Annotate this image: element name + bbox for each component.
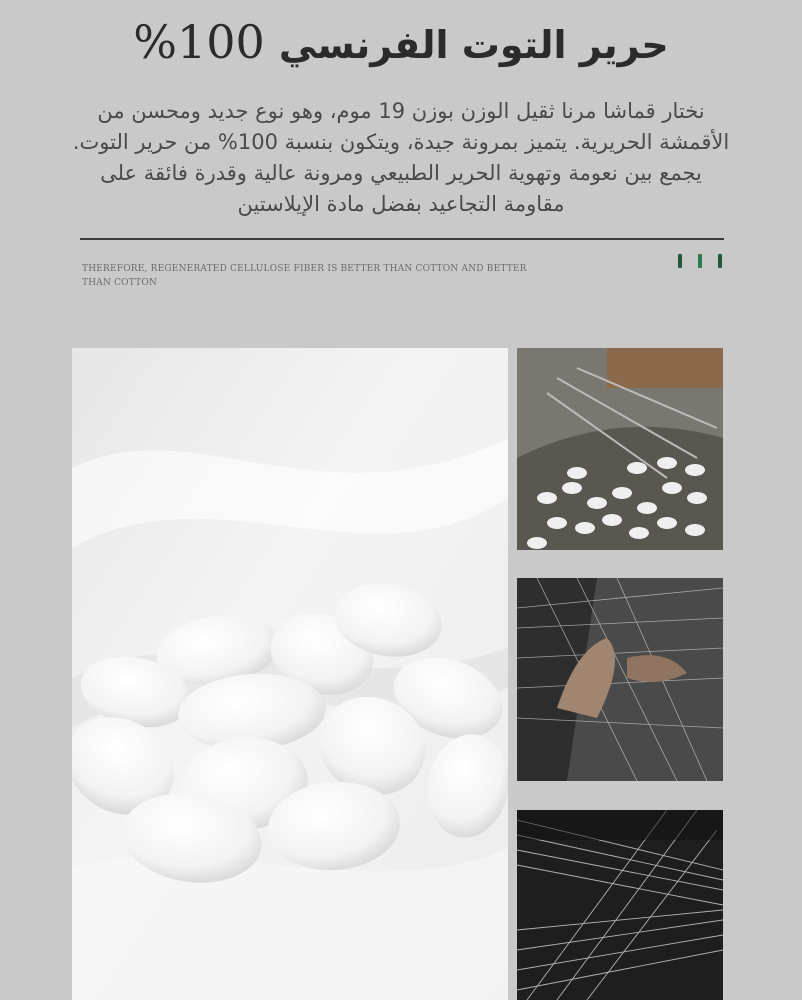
photo-cocoon-basin	[517, 348, 723, 550]
main-photo-silk-cocoons	[72, 348, 508, 1000]
tagline: THEREFORE, REGENERATED CELLULOSE FIBER IS BETTER THAN COTTON AND BETTER THAN COTTON	[82, 264, 527, 288]
product-description: نختار قماشا مرنا ثقيل الوزن بوزن 19 موم، وهو نوع جديد ومحسن من الأقمشة الحريرية. يتميز بمرونة جيدة، ويتكون بنسبة 100% من حرير التوت. يجمع بين نعومة وتهوية الحرير الطبيعي ومرونة عالية وقدرة فائقة على مقاومة التجاعيد بفضل مادة الإيلاستين	[72, 99, 730, 216]
accent-dot	[678, 254, 682, 268]
page-title	[0, 12, 802, 75]
title-percent: 100%	[133, 15, 265, 69]
divider	[80, 238, 724, 240]
accent-dot	[698, 254, 702, 268]
photo-silk-loom-threads	[517, 810, 723, 1000]
accent-dot	[718, 254, 722, 268]
title-arabic: حرير التوت الفرنسي	[278, 23, 669, 67]
photo-silk-reeling-hands	[517, 578, 723, 781]
